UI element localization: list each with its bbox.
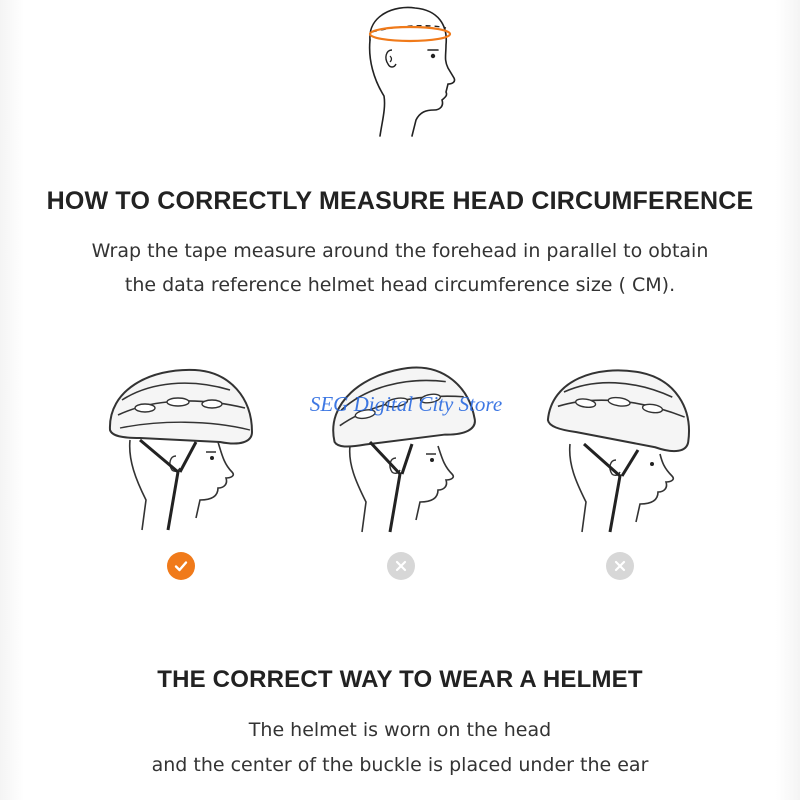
- measure-instruction-line-1: Wrap the tape measure around the forehead in parallel to obtain: [91, 240, 709, 262]
- helmet-icon: [110, 370, 252, 444]
- wear-instruction-line-2: and the center of the buckle is placed under the ear: [151, 754, 649, 776]
- check-icon: [167, 552, 195, 580]
- measure-instruction-line-2: the data reference helmet head circumference size ( CM).: [124, 274, 676, 296]
- cross-icon: [606, 552, 634, 580]
- helmet-figure-tilted-forward: [540, 360, 700, 540]
- store-watermark: SEG Digital City Store: [309, 392, 503, 416]
- helmet-figure-tilted-back: [320, 360, 480, 540]
- measure-heading: HOW TO CORRECTLY MEASURE HEAD CIRCUMFERENCE: [46, 187, 754, 215]
- helmet-figure-correct: [100, 360, 260, 540]
- cross-icon: [387, 552, 415, 580]
- wear-instruction-line-1: The helmet is worn on the head: [248, 719, 552, 741]
- head-measure-illustration: [340, 0, 470, 140]
- wear-heading: THE CORRECT WAY TO WEAR A HELMET: [157, 666, 643, 693]
- helmet-icon: [546, 361, 697, 454]
